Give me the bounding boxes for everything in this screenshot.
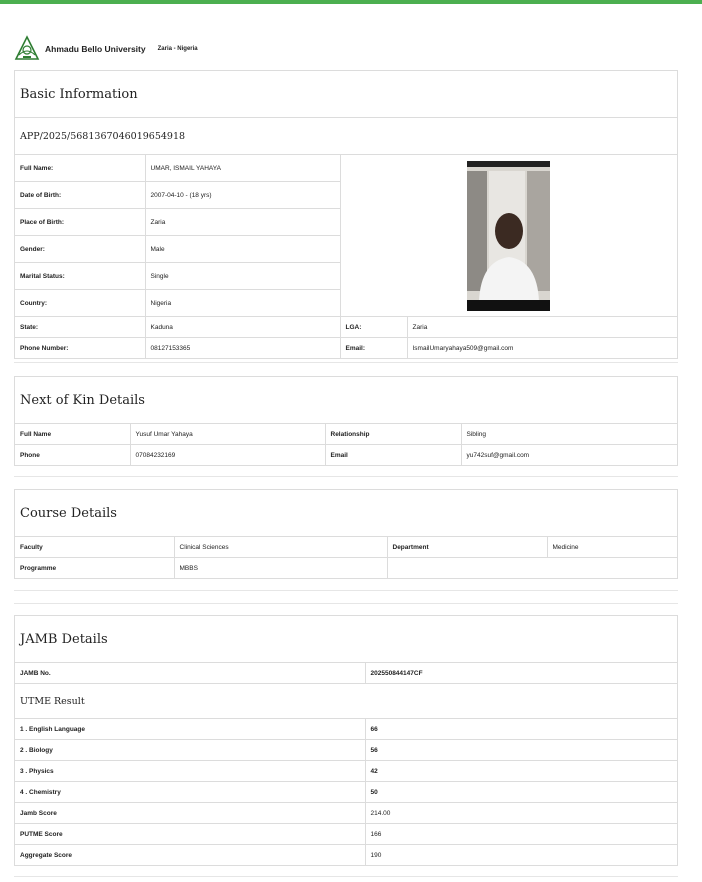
dob-label: Date of Birth: bbox=[15, 182, 145, 209]
next-of-kin-card bbox=[14, 376, 678, 466]
subject-score: 50 bbox=[365, 782, 677, 803]
pob-label: Place of Birth: bbox=[15, 209, 145, 236]
programme-label: Programme bbox=[15, 558, 174, 579]
marital-status-label: Marital Status: bbox=[15, 263, 145, 290]
lga-value: Zaria bbox=[407, 317, 677, 338]
email-value: IsmailUmaryahaya509@gmail.com bbox=[407, 338, 677, 359]
state-value: Kaduna bbox=[145, 317, 340, 338]
putme-score-value: 166 bbox=[365, 824, 677, 845]
jamb-score-value: 214.00 bbox=[365, 803, 677, 824]
kin-fullname-value: Yusuf Umar Yahaya bbox=[130, 424, 325, 445]
course-details-card bbox=[14, 489, 678, 579]
kin-relationship-label: Relationship bbox=[325, 424, 461, 445]
faculty-label: Faculty bbox=[15, 537, 174, 558]
divider bbox=[14, 476, 678, 477]
photo-cell bbox=[340, 155, 677, 317]
department-label: Department bbox=[387, 537, 547, 558]
subject-label: 1 . English Language bbox=[15, 719, 365, 740]
full-name-label: Full Name: bbox=[15, 155, 145, 182]
university-logo-icon bbox=[13, 35, 41, 63]
jamb-no-value: 202550844147CF bbox=[365, 663, 677, 683]
phone-label: Phone Number: bbox=[15, 338, 145, 359]
subject-score: 66 bbox=[365, 719, 677, 740]
subject-label: 2 . Biology bbox=[15, 740, 365, 761]
divider bbox=[14, 603, 678, 604]
dob-value: 2007-04-10 - (18 yrs) bbox=[145, 182, 340, 209]
faculty-value: Clinical Sciences bbox=[174, 537, 387, 558]
pob-value: Zaria bbox=[145, 209, 340, 236]
aggregate-score-value: 190 bbox=[365, 845, 677, 866]
phone-value: 08127153365 bbox=[145, 338, 340, 359]
putme-score-label: PUTME Score bbox=[15, 824, 365, 845]
jamb-score-label: Jamb Score bbox=[15, 803, 365, 824]
course-details-title: Course Details bbox=[15, 490, 677, 537]
kin-relationship-value: Sibling bbox=[461, 424, 677, 445]
next-of-kin-table bbox=[15, 424, 677, 465]
gender-value: Male bbox=[145, 236, 340, 263]
subject-label: 4 . Chemistry bbox=[15, 782, 365, 803]
email-label: Email: bbox=[340, 338, 407, 359]
gender-label: Gender: bbox=[15, 236, 145, 263]
department-value: Medicine bbox=[547, 537, 677, 558]
kin-phone-label: Phone bbox=[15, 445, 130, 466]
subject-label: 3 . Physics bbox=[15, 761, 365, 782]
marital-status-value: Single bbox=[145, 263, 340, 290]
university-location: Zaria - Nigeria bbox=[157, 46, 198, 52]
basic-information-title: Basic Information bbox=[15, 71, 677, 118]
jamb-no-label: JAMB No. bbox=[15, 663, 365, 683]
empty-cell bbox=[387, 558, 677, 579]
kin-email-value: yu742suf@gmail.com bbox=[461, 445, 677, 466]
kin-phone-value: 07084232169 bbox=[130, 445, 325, 466]
jamb-details-card bbox=[14, 615, 678, 866]
utme-result-table bbox=[15, 719, 677, 865]
utme-result-title: UTME Result bbox=[15, 683, 677, 719]
subject-score: 42 bbox=[365, 761, 677, 782]
university-name: Ahmadu Bello University bbox=[45, 44, 146, 54]
full-name-value: UMAR, ISMAIL YAHAYA bbox=[145, 155, 340, 182]
kin-fullname-label: Full Name bbox=[15, 424, 130, 445]
subject-score: 56 bbox=[365, 740, 677, 761]
divider bbox=[14, 362, 678, 363]
aggregate-score-label: Aggregate Score bbox=[15, 845, 365, 866]
basic-information-card bbox=[14, 70, 678, 359]
programme-value: MBBS bbox=[174, 558, 387, 579]
passport-photo bbox=[467, 161, 550, 311]
country-label: Country: bbox=[15, 290, 145, 317]
country-value: Nigeria bbox=[145, 290, 340, 317]
basic-info-table bbox=[15, 155, 677, 358]
state-label: State: bbox=[15, 317, 145, 338]
page-header bbox=[13, 35, 198, 63]
next-of-kin-title: Next of Kin Details bbox=[15, 377, 677, 424]
top-accent-bar bbox=[0, 0, 702, 4]
course-details-table bbox=[15, 537, 677, 578]
kin-email-label: Email bbox=[325, 445, 461, 466]
jamb-number-table bbox=[15, 663, 677, 683]
divider bbox=[14, 876, 678, 877]
lga-label: LGA: bbox=[340, 317, 407, 338]
jamb-details-title: JAMB Details bbox=[15, 616, 677, 663]
divider bbox=[14, 590, 678, 591]
application-number: APP/2025/5681367046019654918 bbox=[15, 118, 677, 155]
